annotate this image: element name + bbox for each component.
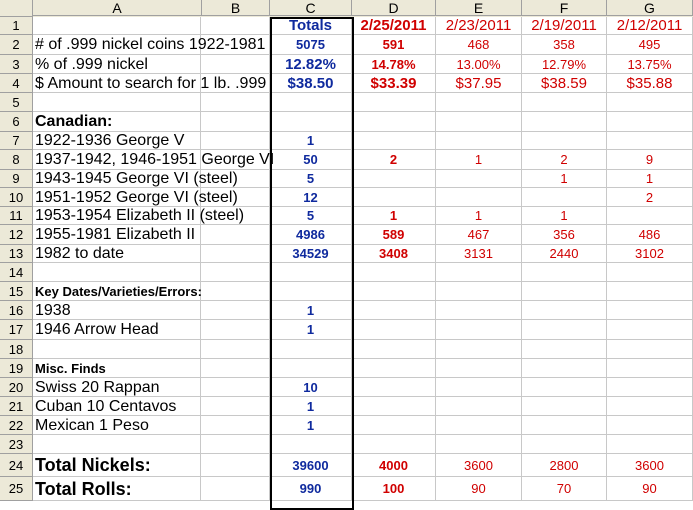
- cell-b[interactable]: [201, 245, 270, 263]
- table-row: [33, 454, 693, 477]
- cell-g[interactable]: $35.88: [607, 74, 693, 93]
- cell-a[interactable]: [33, 263, 201, 282]
- row-header[interactable]: 18: [0, 340, 33, 359]
- cell-a[interactable]: [33, 93, 201, 112]
- cell-g[interactable]: [607, 112, 693, 132]
- cell-c[interactable]: 990: [270, 477, 352, 501]
- row-header[interactable]: 6: [0, 112, 33, 132]
- cell-e[interactable]: [436, 301, 522, 320]
- row-header[interactable]: 7: [0, 132, 33, 150]
- cell-a[interactable]: [33, 245, 201, 263]
- row-label: Canadian:: [35, 113, 113, 130]
- cell-c[interactable]: 5: [270, 170, 352, 188]
- cell-g[interactable]: [607, 340, 693, 359]
- cell-f[interactable]: 1: [522, 170, 607, 188]
- cell-c[interactable]: 10: [270, 378, 352, 397]
- cell-a[interactable]: [33, 320, 201, 340]
- row-label: 1955-1981 Elizabeth II: [35, 226, 196, 243]
- cell-c[interactable]: [270, 112, 352, 132]
- cell-g[interactable]: 9: [607, 150, 693, 170]
- cell-b[interactable]: [201, 454, 270, 477]
- cell-e[interactable]: [436, 282, 522, 301]
- select-all-corner[interactable]: [0, 0, 33, 17]
- cell-g[interactable]: [607, 263, 693, 282]
- row-header[interactable]: 1: [0, 17, 33, 35]
- cell-a[interactable]: [33, 282, 201, 301]
- cell-g[interactable]: [607, 301, 693, 320]
- cell-d[interactable]: 14.78%: [352, 55, 436, 74]
- cell-d[interactable]: 1: [352, 207, 436, 225]
- row-header[interactable]: 25: [0, 477, 33, 501]
- column-header-c[interactable]: C: [270, 0, 352, 16]
- cell-e[interactable]: 2/23/2011: [436, 17, 522, 35]
- cell-g[interactable]: 2: [607, 188, 693, 207]
- cell-e[interactable]: 90: [436, 477, 522, 501]
- cell-d[interactable]: 3408: [352, 245, 436, 263]
- cell-f[interactable]: [522, 301, 607, 320]
- cell-b[interactable]: [201, 188, 270, 207]
- row-label: Swiss 20 Rappan: [35, 378, 160, 396]
- row-header[interactable]: 23: [0, 435, 33, 454]
- cell-e[interactable]: 1: [436, 207, 522, 225]
- cell-c[interactable]: 4986: [270, 225, 352, 245]
- cell-a[interactable]: [33, 74, 201, 93]
- cell-g[interactable]: [607, 320, 693, 340]
- cell-g[interactable]: [607, 378, 693, 397]
- cell-c[interactable]: Totals: [270, 17, 352, 35]
- table-row: [33, 112, 693, 132]
- cell-f[interactable]: [522, 340, 607, 359]
- cell-b[interactable]: [201, 378, 270, 397]
- cell-b[interactable]: [201, 282, 270, 301]
- cell-f[interactable]: 2800: [522, 454, 607, 477]
- cell-f[interactable]: 1: [522, 207, 607, 225]
- column-header-a[interactable]: A: [33, 0, 202, 16]
- cell-g[interactable]: 3600: [607, 454, 693, 477]
- cell-b[interactable]: [201, 132, 270, 150]
- cell-f[interactable]: [522, 320, 607, 340]
- row-header[interactable]: 16: [0, 301, 33, 320]
- table-row: [33, 282, 693, 301]
- row-header[interactable]: 20: [0, 378, 33, 397]
- cell-b[interactable]: [201, 397, 270, 416]
- cell-g[interactable]: [607, 359, 693, 378]
- cell-e[interactable]: 13.00%: [436, 55, 522, 74]
- cell-d[interactable]: 591: [352, 35, 436, 55]
- cell-c[interactable]: 1: [270, 416, 352, 435]
- cell-d[interactable]: [352, 340, 436, 359]
- cell-a[interactable]: [33, 170, 201, 188]
- row-label: % of .999 nickel: [35, 55, 148, 73]
- cell-g[interactable]: [607, 93, 693, 112]
- cell-d[interactable]: [352, 170, 436, 188]
- cell-g[interactable]: 495: [607, 35, 693, 55]
- cell-e[interactable]: [436, 340, 522, 359]
- table-row: [33, 17, 693, 35]
- cell-c[interactable]: [270, 263, 352, 282]
- cell-a[interactable]: [33, 132, 201, 150]
- cell-g[interactable]: [607, 282, 693, 301]
- row-label: 1938: [35, 301, 71, 319]
- table-row: [33, 320, 693, 340]
- cell-c[interactable]: [270, 282, 352, 301]
- row-label: $ Amount to search for 1 lb. .999: [35, 74, 267, 92]
- cell-c[interactable]: [270, 435, 352, 454]
- cell-g[interactable]: 3102: [607, 245, 693, 263]
- cell-a[interactable]: [33, 416, 201, 435]
- cell-c[interactable]: 1: [270, 301, 352, 320]
- cell-a[interactable]: [33, 397, 201, 416]
- table-row: [33, 188, 693, 207]
- cell-e[interactable]: 468: [436, 35, 522, 55]
- row-label: 1946 Arrow Head: [35, 321, 159, 338]
- row-label: Cuban 10 Centavos: [35, 397, 177, 415]
- cell-b[interactable]: [201, 170, 270, 188]
- cell-c[interactable]: 12: [270, 188, 352, 207]
- cell-d[interactable]: 100: [352, 477, 436, 501]
- table-row: [33, 477, 693, 501]
- cell-d[interactable]: [352, 188, 436, 207]
- cell-b[interactable]: [201, 93, 270, 112]
- cell-e[interactable]: [436, 263, 522, 282]
- row-header[interactable]: 10: [0, 188, 33, 207]
- cell-a[interactable]: [33, 150, 201, 170]
- cell-c[interactable]: 12.82%: [270, 55, 352, 74]
- cell-f[interactable]: 70: [522, 477, 607, 501]
- cell-d[interactable]: 589: [352, 225, 436, 245]
- cell-b[interactable]: [201, 55, 270, 74]
- cell-b[interactable]: [201, 263, 270, 282]
- table-row: [33, 359, 693, 378]
- cell-f[interactable]: [522, 112, 607, 132]
- cell-b[interactable]: [201, 416, 270, 435]
- table-row: [33, 150, 693, 170]
- table-row: [33, 55, 693, 74]
- row-header[interactable]: 24: [0, 454, 33, 477]
- cell-c[interactable]: 1: [270, 397, 352, 416]
- cell-f[interactable]: [522, 397, 607, 416]
- cell-a[interactable]: [33, 35, 201, 55]
- table-row: [33, 301, 693, 320]
- cell-c[interactable]: 34529: [270, 245, 352, 263]
- row-header[interactable]: 12: [0, 225, 33, 245]
- row-header[interactable]: 22: [0, 416, 33, 435]
- cell-a[interactable]: [33, 454, 201, 477]
- row-label: Total Rolls:: [35, 478, 132, 499]
- cell-b[interactable]: [201, 150, 270, 170]
- table-row: [33, 170, 693, 188]
- cell-e[interactable]: [436, 170, 522, 188]
- cell-b[interactable]: [201, 320, 270, 340]
- cell-a[interactable]: [33, 435, 201, 454]
- cell-a[interactable]: [33, 301, 201, 320]
- cell-c[interactable]: [270, 93, 352, 112]
- cell-e[interactable]: [436, 397, 522, 416]
- cell-d[interactable]: [352, 359, 436, 378]
- row-header[interactable]: 15: [0, 282, 33, 301]
- table-row: [33, 340, 693, 359]
- column-header-e[interactable]: E: [436, 0, 522, 16]
- cell-b[interactable]: [201, 359, 270, 378]
- row-label: Mexican 1 Peso: [35, 416, 149, 434]
- column-header-g[interactable]: G: [607, 0, 693, 16]
- row-label: 1953-1954 Elizabeth II (steel): [35, 207, 245, 224]
- cell-e[interactable]: [436, 132, 522, 150]
- cell-d[interactable]: [352, 378, 436, 397]
- cell-d[interactable]: 2/25/2011: [352, 17, 436, 35]
- column-header-d[interactable]: D: [352, 0, 436, 16]
- column-header-f[interactable]: F: [522, 0, 607, 16]
- cell-d[interactable]: 2: [352, 150, 436, 170]
- cell-a[interactable]: [33, 207, 201, 225]
- cell-g[interactable]: [607, 416, 693, 435]
- table-row: [33, 263, 693, 282]
- cell-c[interactable]: 1: [270, 132, 352, 150]
- row-header[interactable]: 9: [0, 170, 33, 188]
- cell-f[interactable]: $38.59: [522, 74, 607, 93]
- cell-g[interactable]: [607, 397, 693, 416]
- cell-f[interactable]: [522, 188, 607, 207]
- cell-f[interactable]: [522, 416, 607, 435]
- row-label: Total Nickels:: [35, 455, 151, 475]
- row-label: 1922-1936 George V: [35, 132, 185, 149]
- table-row: [33, 35, 693, 55]
- cell-f[interactable]: 2: [522, 150, 607, 170]
- cell-f[interactable]: [522, 282, 607, 301]
- cell-b[interactable]: [201, 477, 270, 501]
- cell-a[interactable]: [33, 378, 201, 397]
- row-header[interactable]: 17: [0, 320, 33, 340]
- row-header[interactable]: 8: [0, 150, 33, 170]
- cell-b[interactable]: [201, 301, 270, 320]
- cell-g[interactable]: 90: [607, 477, 693, 501]
- cell-g[interactable]: [607, 132, 693, 150]
- cell-c[interactable]: 5: [270, 207, 352, 225]
- cell-f[interactable]: [522, 132, 607, 150]
- cell-d[interactable]: [352, 416, 436, 435]
- cell-g[interactable]: 2/12/2011: [607, 17, 693, 35]
- cell-b[interactable]: [201, 435, 270, 454]
- cell-e[interactable]: 467: [436, 225, 522, 245]
- table-row: [33, 435, 693, 454]
- cell-e[interactable]: [436, 93, 522, 112]
- cell-e[interactable]: 1: [436, 150, 522, 170]
- row-label: Key Dates/Varieties/Errors:: [35, 284, 202, 299]
- row-label: 1943-1945 George VI (steel): [35, 170, 238, 187]
- cell-c[interactable]: 39600: [270, 454, 352, 477]
- cell-d[interactable]: [352, 282, 436, 301]
- cell-d[interactable]: [352, 435, 436, 454]
- row-header[interactable]: 3: [0, 55, 33, 74]
- cell-e[interactable]: $37.95: [436, 74, 522, 93]
- cell-b[interactable]: [201, 17, 270, 35]
- row-header[interactable]: 5: [0, 93, 33, 112]
- row-label: Misc. Finds: [35, 361, 106, 376]
- column-header-b[interactable]: B: [202, 0, 270, 16]
- cell-a[interactable]: [33, 225, 201, 245]
- cell-d[interactable]: 4000: [352, 454, 436, 477]
- cell-d[interactable]: [352, 301, 436, 320]
- cell-b[interactable]: [201, 340, 270, 359]
- cell-a[interactable]: [33, 359, 201, 378]
- table-row: [33, 93, 693, 112]
- cell-g[interactable]: 486: [607, 225, 693, 245]
- cell-a[interactable]: [33, 55, 201, 74]
- cell-e[interactable]: 3131: [436, 245, 522, 263]
- cell-f[interactable]: 2440: [522, 245, 607, 263]
- cell-d[interactable]: [352, 112, 436, 132]
- cell-b[interactable]: [201, 207, 270, 225]
- cell-c[interactable]: [270, 340, 352, 359]
- cell-d[interactable]: [352, 320, 436, 340]
- table-row: [33, 245, 693, 263]
- cell-f[interactable]: 12.79%: [522, 55, 607, 74]
- cell-e[interactable]: [436, 359, 522, 378]
- cell-c[interactable]: $38.50: [270, 74, 352, 93]
- cell-f[interactable]: [522, 359, 607, 378]
- row-header[interactable]: 4: [0, 74, 33, 93]
- cell-d[interactable]: [352, 132, 436, 150]
- cell-b[interactable]: [201, 74, 270, 93]
- cell-c[interactable]: 1: [270, 320, 352, 340]
- cell-d[interactable]: [352, 397, 436, 416]
- cell-f[interactable]: 2/19/2011: [522, 17, 607, 35]
- cell-e[interactable]: [436, 188, 522, 207]
- table-row: [33, 225, 693, 245]
- cell-b[interactable]: [201, 35, 270, 55]
- cell-a[interactable]: [33, 188, 201, 207]
- cell-e[interactable]: [436, 378, 522, 397]
- cell-f[interactable]: 358: [522, 35, 607, 55]
- row-header[interactable]: 19: [0, 359, 33, 378]
- cell-e[interactable]: [436, 416, 522, 435]
- cell-g[interactable]: 1: [607, 170, 693, 188]
- cell-f[interactable]: 356: [522, 225, 607, 245]
- row-label: # of .999 nickel coins 1922-1981: [35, 36, 266, 53]
- cell-f[interactable]: [522, 93, 607, 112]
- cell-e[interactable]: 3600: [436, 454, 522, 477]
- cell-g[interactable]: [607, 435, 693, 454]
- table-row: [33, 397, 693, 416]
- cell-g[interactable]: 13.75%: [607, 55, 693, 74]
- cell-c[interactable]: 50: [270, 150, 352, 170]
- cell-b[interactable]: [201, 225, 270, 245]
- cell-f[interactable]: [522, 263, 607, 282]
- row-header[interactable]: 13: [0, 245, 33, 263]
- table-row: [33, 416, 693, 435]
- cell-d[interactable]: [352, 93, 436, 112]
- row-header[interactable]: 2: [0, 35, 33, 55]
- cell-c[interactable]: [270, 359, 352, 378]
- row-header[interactable]: 21: [0, 397, 33, 416]
- cell-e[interactable]: [436, 320, 522, 340]
- cell-a[interactable]: [33, 112, 201, 132]
- cell-d[interactable]: [352, 263, 436, 282]
- row-header[interactable]: 14: [0, 263, 33, 282]
- cell-e[interactable]: [436, 112, 522, 132]
- cell-c[interactable]: 5075: [270, 35, 352, 55]
- table-row: [33, 207, 693, 225]
- row-label: 1982 to date: [35, 245, 124, 262]
- table-row: [33, 378, 693, 397]
- cell-b[interactable]: [201, 112, 270, 132]
- cell-f[interactable]: [522, 378, 607, 397]
- cell-d[interactable]: $33.39: [352, 74, 436, 93]
- cell-a[interactable]: [33, 477, 201, 501]
- cell-a[interactable]: [33, 17, 201, 35]
- table-row: [33, 132, 693, 150]
- cell-f[interactable]: [522, 435, 607, 454]
- cell-a[interactable]: [33, 340, 201, 359]
- row-label: 1937-1942, 1946-1951 George VI: [35, 151, 275, 168]
- row-header[interactable]: 11: [0, 207, 33, 225]
- row-label: 1951-1952 George VI (steel): [35, 188, 238, 206]
- table-row: [33, 74, 693, 93]
- cell-e[interactable]: [436, 435, 522, 454]
- cell-g[interactable]: [607, 207, 693, 225]
